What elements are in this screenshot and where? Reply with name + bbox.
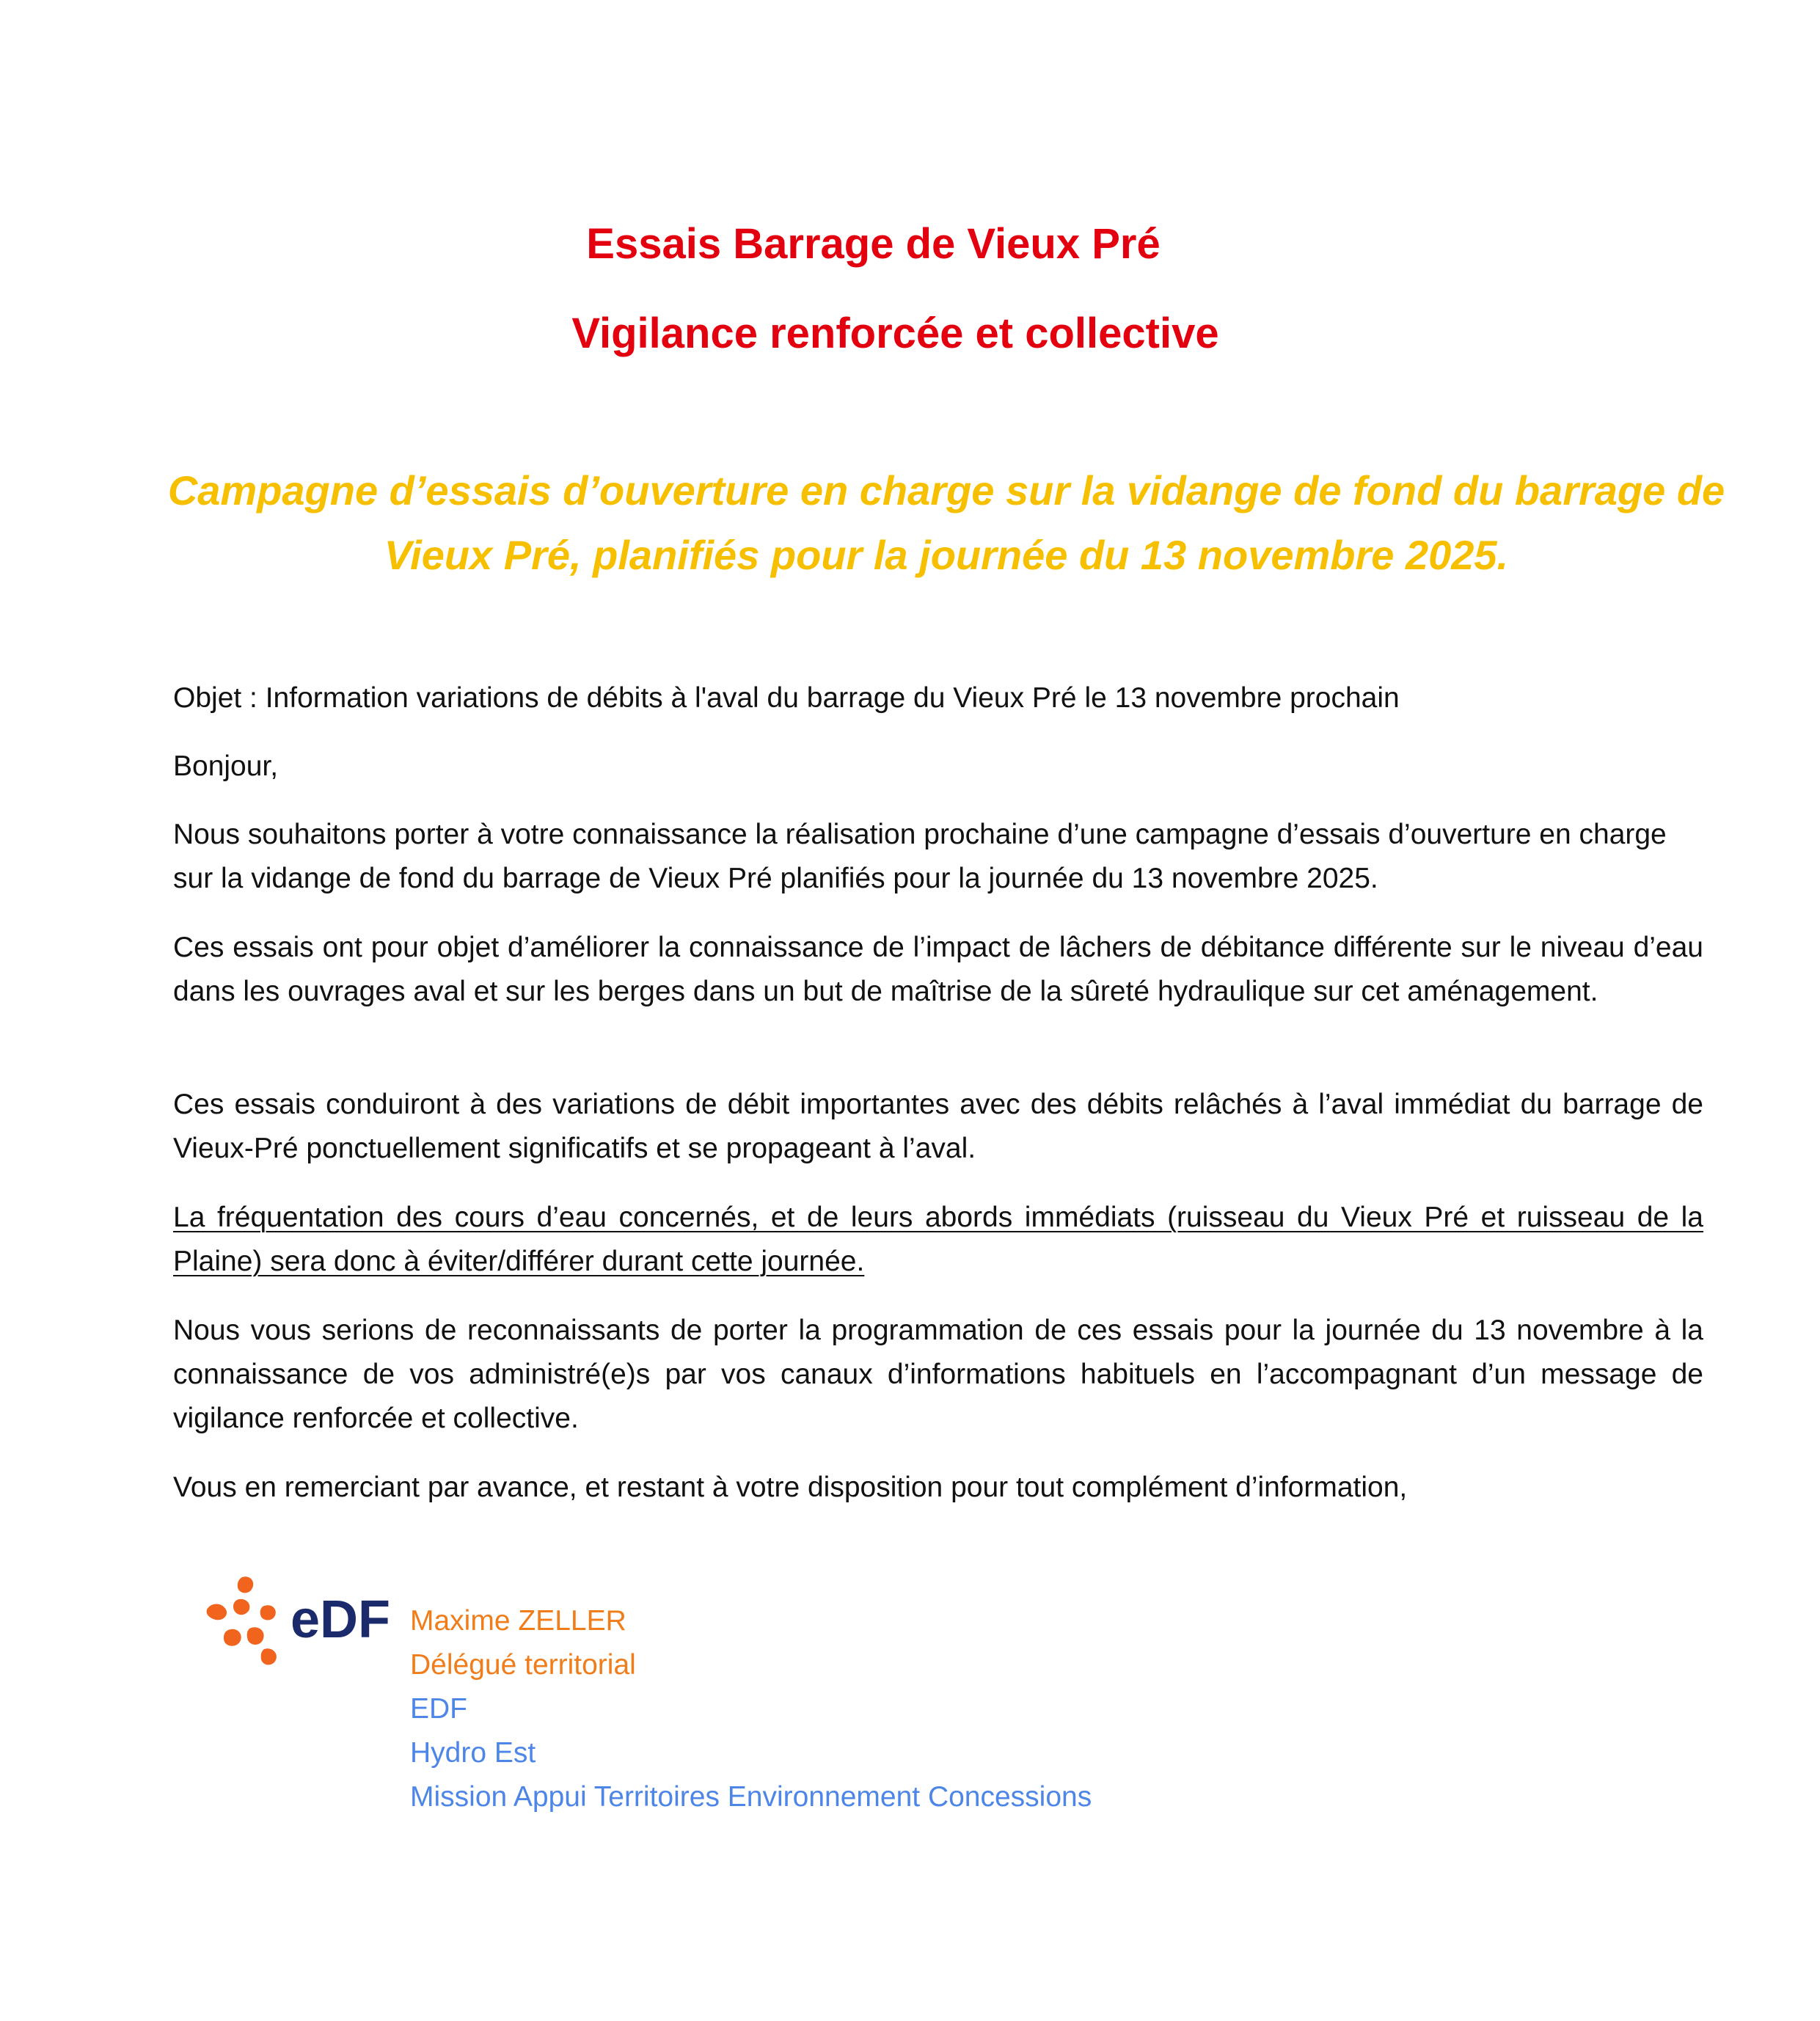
letter-paragraph: Ces essais conduiront à des variations de débit importantes avec des débits relâchés à l’aval immédiat du barrage de Vieux-Pré ponctuellement significatifs et se propageant à l’aval. <box>173 1089 1703 1164</box>
signature-division: Hydro Est <box>410 1737 536 1769</box>
signature-role: Délégué territorial <box>410 1649 636 1681</box>
letter-greeting: Bonjour, <box>173 750 279 782</box>
signature-mission: Mission Appui Territoires Environnement Concessions <box>410 1781 1092 1813</box>
letter-closing: Vous en remerciant par avance, et restant à votre disposition pour tout complément d’information, <box>173 1472 1408 1503</box>
letter-warning-paragraph: La fréquentation des cours d’eau concernés, et de leurs abords immédiats (ruisseau du Vieux Pré et ruisseau de la Plaine) sera donc à éviter/différer durant cette journée. <box>173 1202 1703 1277</box>
letter-paragraph: Nous souhaitons porter à votre connaissance la réalisation prochaine d’une campagne d’essais d’ouverture en charge sur la vidange de fond du barrage de Vieux Pré planifiés pour la journée du 13 novembre 2025. <box>173 819 1667 894</box>
document-subtitle-alert: Vigilance renforcée et collective <box>571 310 1219 357</box>
campaign-headline: Campagne d’essais d’ouverture en charge sur la vidange de fond du barrage de Vieux Pré, planifiés pour la journée du 13 novembre 2025. <box>167 467 1725 578</box>
edf-logo <box>197 1561 395 1678</box>
letter-subject: Objet : Information variations de débits à l'aval du barrage du Vieux Pré le 13 novembre prochain <box>173 682 1400 714</box>
edf-swirl-icon <box>207 1576 277 1664</box>
signature-company: EDF <box>410 1693 467 1725</box>
document-title: Essais Barrage de Vieux Pré <box>586 220 1161 268</box>
letter-paragraph: Nous vous serions de reconnaissants de porter la programmation de ces essais pour la journée du 13 novembre à la connaissance de vos administré(e)s par vos canaux d’informations habituels en l’accompagnant d’un message de vigilance renforcée et collective. <box>173 1315 1703 1434</box>
letter-paragraph: Ces essais ont pour objet d’améliorer la connaissance de l’impact de lâchers de débitance différente sur le niveau d’eau dans les ouvrages aval et sur les berges dans un but de maîtrise de la sûreté hydraulique sur cet aménagement. <box>173 932 1703 1007</box>
signature-block <box>410 1599 1092 1819</box>
signature-name: Maxime ZELLER <box>410 1605 626 1637</box>
edf-logo-text: eDF <box>290 1590 391 1649</box>
